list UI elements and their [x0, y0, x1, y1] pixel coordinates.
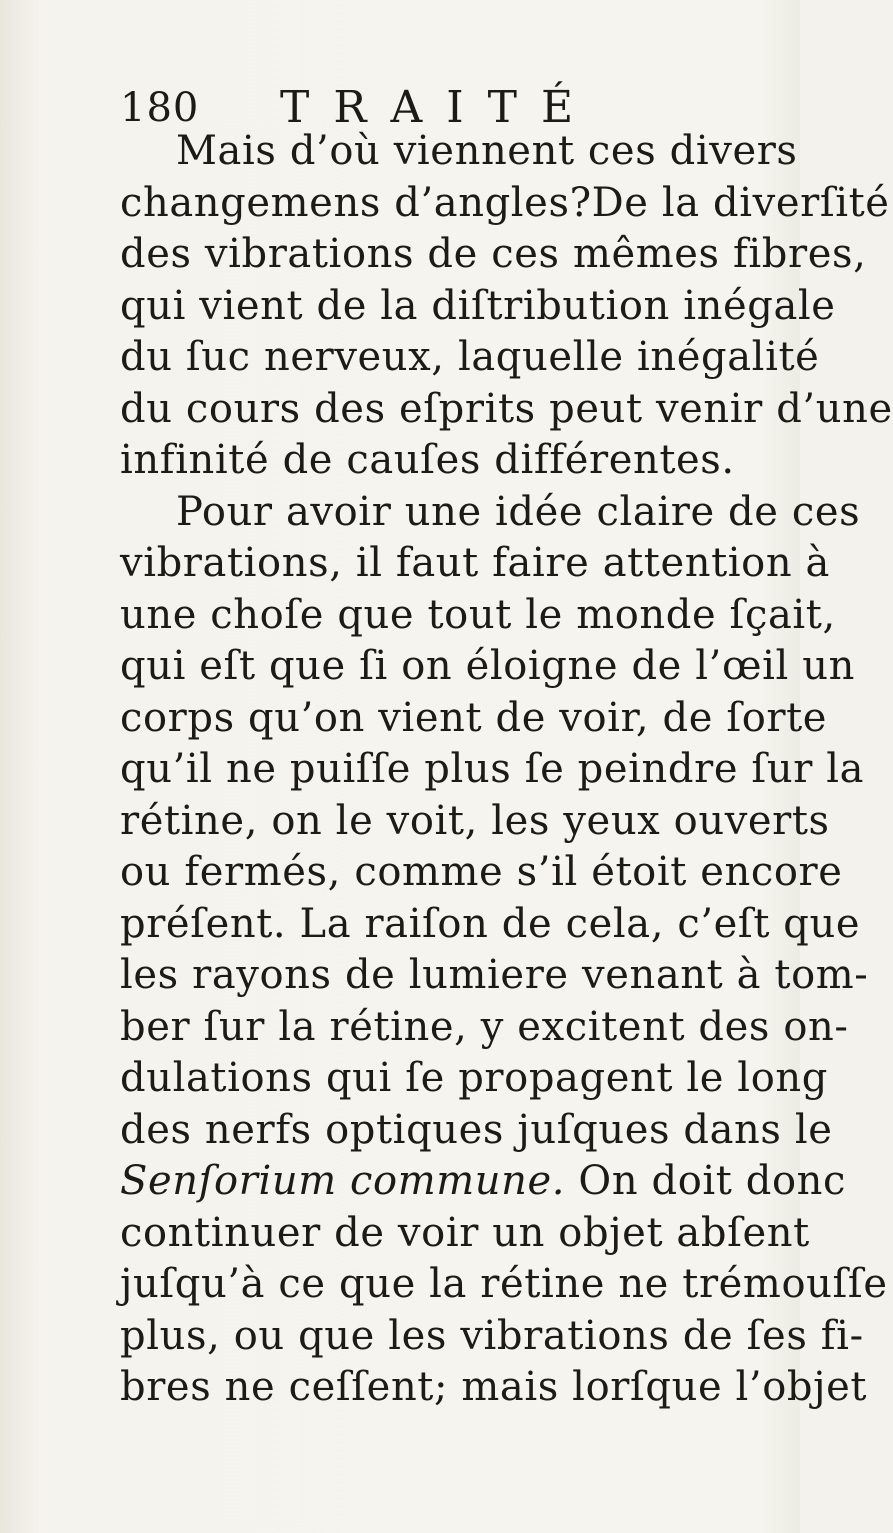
text-line: Mais d’où viennent ces divers: [176, 128, 798, 174]
text-line: [120, 1156, 847, 1208]
running-title: TRAITÉ: [280, 82, 598, 133]
text-line: rétine, on le voit, les yeux ouverts: [120, 797, 830, 844]
text-line: corps qu’on vient de voir, de ſorte: [120, 694, 828, 741]
text-fragment: On doit donc: [565, 1158, 847, 1204]
text-line: les rayons de lumiere venant à tom-: [120, 952, 869, 998]
text-line: une choſe que tout le monde ſçait,: [120, 591, 836, 638]
text-line: changemens d’angles?De la diverſité: [120, 179, 890, 226]
text-line: qu’il ne puiſſe plus ſe peindre ſur la: [120, 746, 865, 792]
text-line: qui vient de la diſtribution inégale: [120, 282, 836, 329]
text-line: vibrations, il faut faire attention à: [120, 540, 830, 586]
text-line: bres ne ceſſent; mais lorſque l’objet: [120, 1364, 868, 1410]
text-line: continuer de voir un objet abſent: [120, 1209, 810, 1256]
text-line: ber ſur la rétine, y excitent des on-: [120, 1003, 849, 1050]
text-line: plus, ou que les vibrations de ſes fi-: [120, 1312, 864, 1359]
text-line: des nerfs optiques juſques dans le: [120, 1106, 833, 1153]
text-line: ou fermés, comme s’il étoit encore: [120, 849, 843, 895]
text-line: Pour avoir une idée claire de ces: [176, 488, 861, 535]
text-line: juſqu’à ce que la rétine ne trémouſſe: [120, 1261, 888, 1307]
body-text: [120, 126, 893, 1414]
text-line: du ſuc nerveux, laquelle inégalité: [120, 334, 820, 380]
text-line: qui eſt que ſi on éloigne de l’œil un: [120, 643, 855, 689]
page-number: 180: [120, 85, 200, 131]
text-line: infinité de cauſes différentes.: [120, 437, 735, 483]
latin-term: Senſorium commune.: [120, 1158, 566, 1204]
text-line: préſent. La raiſon de cela, c’eſt que: [120, 900, 861, 947]
text-line: des vibrations de ces mêmes fibres,: [120, 231, 867, 277]
text-line: dulations qui ſe propagent le long: [120, 1055, 828, 1101]
text-line: du cours des eſprits peut venir d’une: [120, 385, 893, 432]
